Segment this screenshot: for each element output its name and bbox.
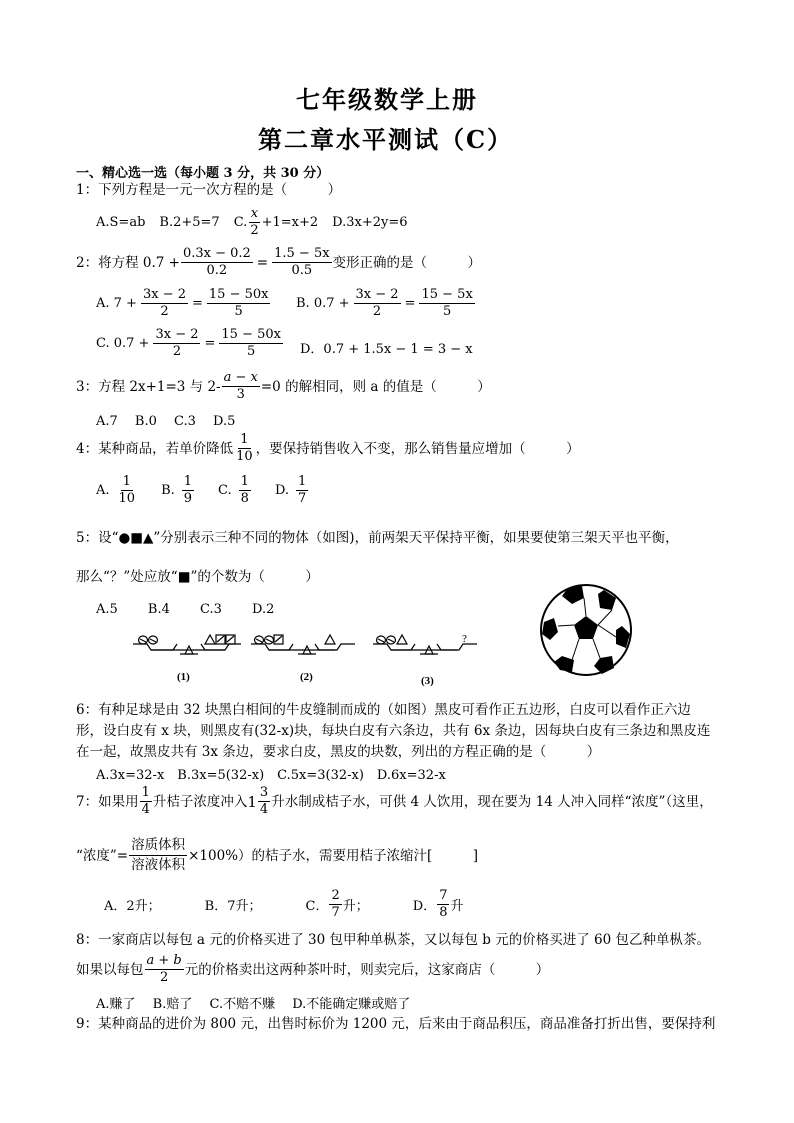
q2-option-b: B. 0.7 + $\frac{3x - 2}{2}$ = $\frac{15 - 5x}{5}$ [296, 287, 473, 319]
question-7-line2: “浓度”= $\frac{\text{溶质体积}}{\text{溶液体积}}$ ×100%）的桔子水，需要用桔子浓缩汁[ ] [76, 837, 479, 873]
q1-option-c: C. $\frac{x}{2}$ +1=x+2 [233, 206, 319, 238]
question-6-options: A.3x=32-x B.3x=5(32-x) C.5x=3(32-x) D.6x=32-x [96, 768, 446, 783]
page-title: 七年级数学上册 [296, 85, 478, 114]
question-9-text: 9：某种商品的进价为 800 元，出售时标价为 1200 元，后来由于商品积压，商品准备打折出售，要保持利 [76, 1016, 716, 1032]
page-subtitle: 第二章水平测试（C） [258, 125, 514, 154]
soccer-ball-image [538, 582, 634, 678]
balance-2-label: (2) [300, 671, 313, 683]
section-heading: 一、精心选一选（每小题 3 分，共 30 分） [76, 166, 330, 181]
question-8-line1: 8：一家商店以每包 a 元的价格买进了 30 包甲种单枞茶，又以每包 b 元的价格买进了 60 包乙种单枞茶。 [76, 932, 710, 948]
balance-1-label: (1) [177, 671, 190, 683]
q1-option-a: A.S=ab [96, 215, 146, 230]
question-7-line1: 7：如果用 $\frac{1}{4}$ 升桔子浓度冲入 1 $\frac{3}{4}$ 升水制成桔子水，可供 4 人饮用，现在要为 14 人冲入同样“浓度”（这里， [76, 785, 713, 817]
balance-3-label: (3) [421, 675, 434, 687]
question-1-stem: 1：下列方程是一元一次方程的是（ ） [76, 182, 342, 198]
question-5-options: A.5 B.4 C.3 D.2 [96, 602, 275, 617]
question-8-line2: 如果以每包 $\frac{a + b}{2}$ 元的价格卖出这两种茶叶时，则卖完后，这家商店（ ） [76, 953, 550, 985]
q1-option-d: D.3x+2y=6 [332, 215, 408, 230]
question-5-line2: 那么“？”处应放“■”的个数为（ ） [76, 569, 319, 585]
question-1-options [96, 206, 408, 239]
q1-option-b: B.2+5=7 [159, 215, 220, 230]
question-3-options: A.7 B.0 C.3 D.5 [96, 414, 236, 429]
question-2-stem: 2：将方程 0.7 + $\frac{0.3x - 0.2}{0.2}$ = $\frac{1.5 - 5x}{0.5}$ 变形正确的是（ ） [76, 246, 482, 278]
question-6-text: 6：有种足球是由 32 块黑白相间的牛皮缝制而成的（如图）黑皮可看作正五边形，白皮可以看作正六边形，设白皮有 x 块，则黑皮有(32-x)块，每块白皮有六条边，共有 6x 条边，因每块白皮有三条边和黑皮连在一起，故黑皮共有 3x 条边，要求白皮，黑皮的块数，列出的方程正确的是（ ） [76, 702, 711, 760]
balance-scales-figure [125, 624, 485, 688]
balance-2 [251, 635, 355, 654]
question-4-options: A. $\frac{1}{10}$ B. $\frac{1}{9}$ C. $\frac{1}{8}$ D. $\frac{1}{7}$ [96, 474, 307, 506]
q2-option-a: A. 7 + $\frac{3x - 2}{2}$ = $\frac{15 - 50x}{5}$ [96, 287, 269, 319]
q2-option-c: C. 0.7 + $\frac{3x - 2}{2}$ = $\frac{15 - 50x}{5}$ [96, 327, 281, 359]
question-3-stem: 3：方程 2x+1=3 与 2- $\frac{a - x}{3}$ =0 的解相同，则 a 的值是（ ） [76, 370, 491, 402]
question-7-options: A．2升； B．7升； C． $\frac{2}{7}$ 升； D． $\frac{7}{8}$ 升 [104, 888, 464, 920]
balance-3-question-mark: ? [462, 633, 467, 645]
question-4-stem: 4：某种商品，若单价降低 $\frac{1}{10}$ ，要保持销售收入不变，那么销售量应增加（ ） [76, 432, 580, 464]
q2-option-d: D．0.7 + 1.5x − 1 = 3 − x [300, 342, 473, 357]
question-8-options: A.赚了 B.赔了 C.不赔不赚 D.不能确定赚或赔了 [96, 997, 411, 1012]
balance-1 [133, 635, 241, 654]
question-5-line1: 5：设“●■▲”分别表示三种不同的物体（如图)，前两架天平保持平衡，如果要使第三架天平也平衡， [76, 530, 679, 546]
